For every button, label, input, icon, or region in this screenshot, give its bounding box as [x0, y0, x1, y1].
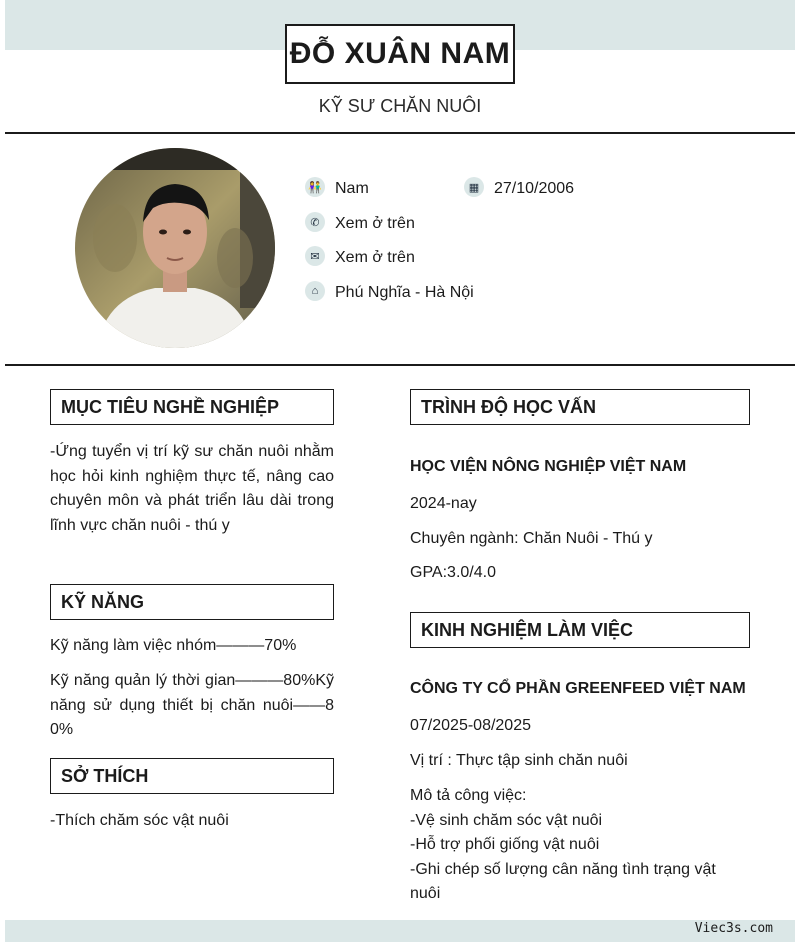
email-icon: ✉ [305, 246, 325, 266]
address-row [305, 284, 474, 302]
profile-photo [75, 148, 275, 348]
skill-teamwork: Kỹ năng làm việc nhóm———70% [50, 637, 297, 654]
avatar [75, 148, 275, 348]
address-value: Phú Nghĩa - Hà Nội [335, 284, 474, 301]
email-value: Xem ở trên [335, 249, 415, 266]
birthdate-row [464, 180, 574, 198]
education-title: TRÌNH ĐỘ HỌC VẤN [410, 389, 750, 425]
description-item: -Hỗ trợ phối giống vật nuôi [410, 836, 600, 853]
home-icon: ⌂ [305, 281, 325, 301]
description-item: -Ghi chép số lượng cân năng tình trạng vật nuôi [410, 860, 716, 902]
job-title: KỸ SƯ CHĂN NUÔI [318, 96, 482, 116]
header-divider [5, 132, 795, 134]
skills-title: KỸ NĂNG [50, 584, 334, 620]
education-period: 2024-nay [410, 495, 477, 512]
experience-title: KINH NGHIỆM LÀM VIỆC [410, 612, 750, 648]
experience-position: Vị trí : Thực tập sinh chăn nuôi [410, 752, 628, 769]
school-name: HỌC VIỆN NÔNG NGHIỆP VIỆT NAM [410, 458, 687, 475]
company-name: CÔNG TY CỔ PHẦN GREENFEED VIỆT NAM [410, 680, 746, 697]
hobbies-title: SỞ THÍCH [50, 758, 334, 794]
gender-value: Nam [335, 180, 369, 197]
birthdate-value: 27/10/2006 [494, 180, 575, 197]
description-title: Mô tả công việc: [410, 787, 527, 804]
education-major: Chuyên ngành: Chăn Nuôi - Thú y [410, 530, 653, 547]
email-row [305, 249, 415, 267]
calendar-icon: ▦ [464, 177, 484, 197]
skill-time-management: Kỹ năng quản lý thời gian———80%Kỹ năng sử dụng thiết bị chăn nuôi——80% [50, 672, 334, 738]
phone-icon: ✆ [305, 212, 325, 232]
phone-value: Xem ở trên [335, 215, 415, 232]
footer-brand: Viec3s.com [694, 921, 773, 936]
gender-icon: 👫 [305, 177, 325, 197]
profile-divider [5, 364, 795, 366]
experience-period: 07/2025-08/2025 [410, 717, 531, 734]
hobby-text: -Thích chăm sóc vật nuôi [50, 812, 229, 829]
phone-row [305, 215, 415, 233]
candidate-name: ĐỖ XUÂN NAM [285, 24, 515, 84]
experience-description [410, 784, 750, 907]
description-item: -Vệ sinh chăm sóc vật nuôi [410, 811, 603, 829]
objective-text: -Ứng tuyển vị trí kỹ sư chăn nuôi nhằm học hỏi kinh nghiệm thực tế, nâng cao chuyên môn và phát triển lâu dài trong lĩnh vực chăn nuôi - thú y [50, 443, 334, 534]
gender-row [305, 180, 369, 198]
education-gpa: GPA:3.0/4.0 [410, 564, 496, 581]
bottom-band [5, 920, 795, 942]
objective-title: MỤC TIÊU NGHỀ NGHIỆP [50, 389, 334, 425]
